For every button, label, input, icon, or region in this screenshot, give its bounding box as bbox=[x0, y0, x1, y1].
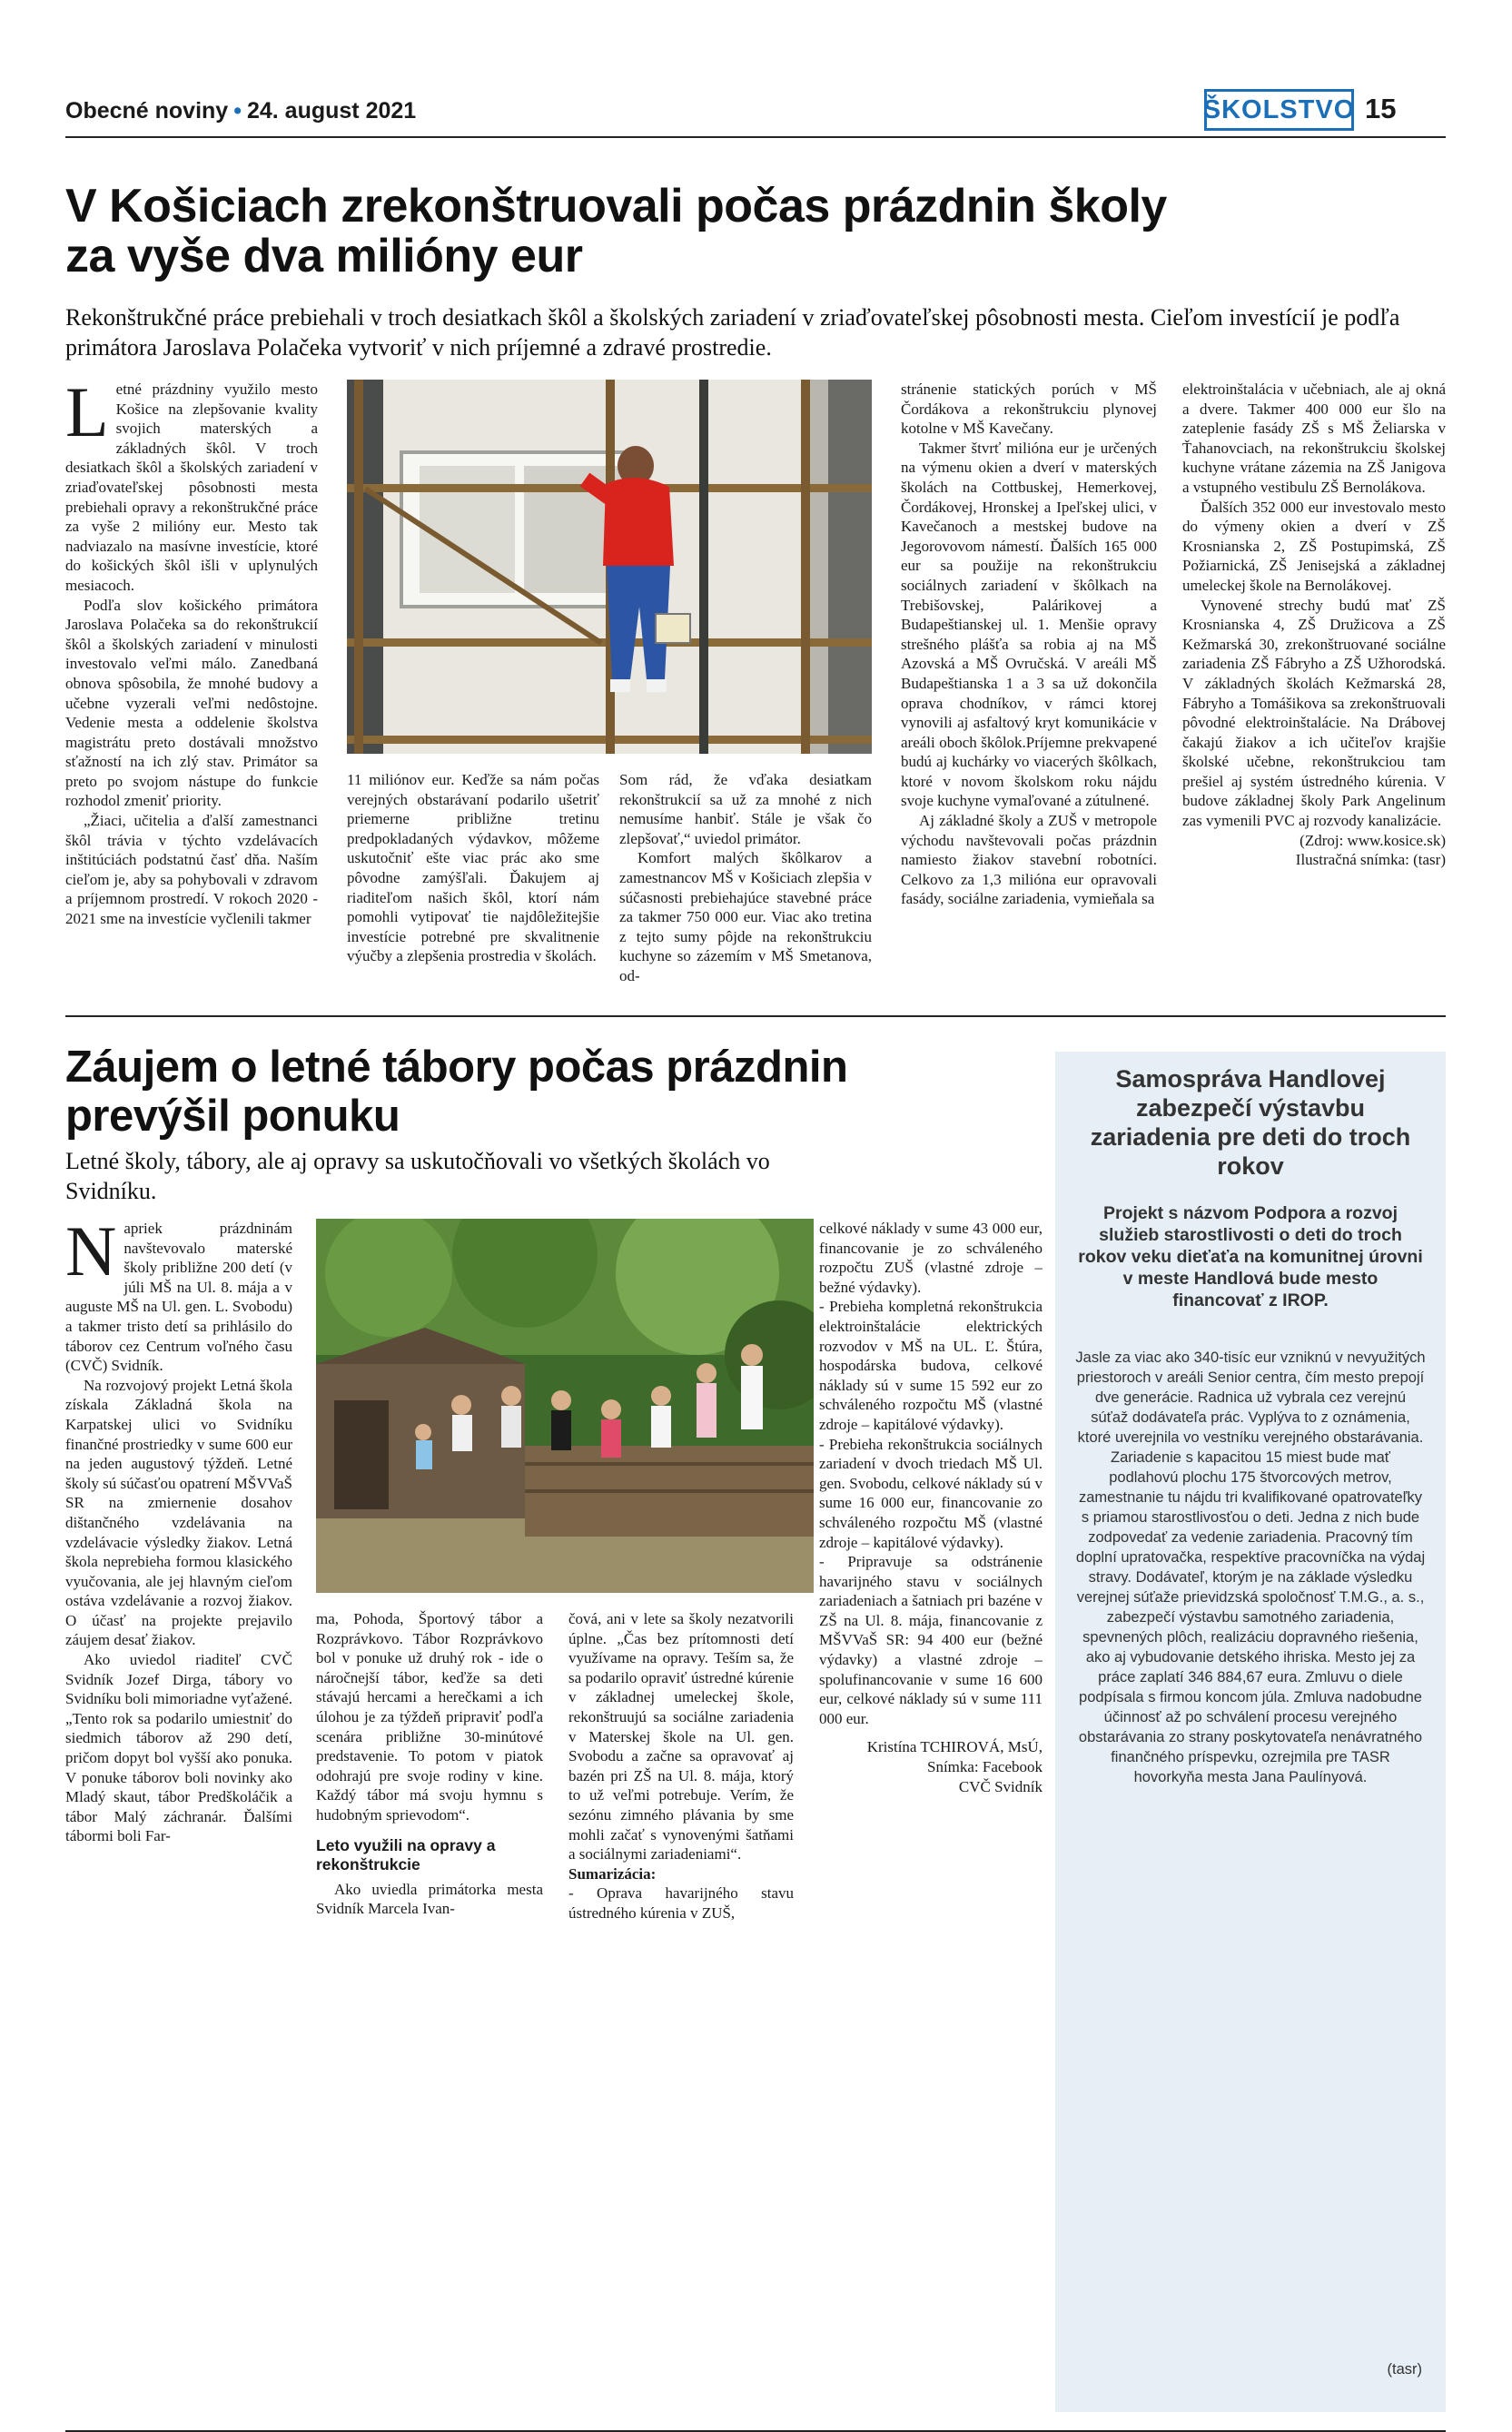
sidebar-credit: (tasr) bbox=[1387, 2361, 1422, 2378]
article2-col3-p3: - Oprava havarijného stavu ústredného kúrenia v ZUŠ, bbox=[568, 1884, 794, 1922]
article1-dropcap: L bbox=[65, 372, 109, 451]
article1-col1-p2: Podľa slov košického primátora Jaroslava Polačeka sa do rekonštrukcií škôl a školských zariadení v minulosti investovalo veľmi málo. Zanedbaná obnova spôsobila, že mnohé budovy a učebne vyzerali veľmi nedôstojne. Vedenie mesta a oddelenie školstva magistrátu preto dostávali množstvo sťažností na ich zlý stav. Primátor sa preto po svojom nástupe do funkcie rozhodol zmeniť priority. bbox=[65, 596, 318, 810]
article2-col1-p3: Ako uviedol riaditeľ CVČ Svidník Jozef Dirga, tábory vo Svidníku boli mimoriadne vyťažené. „Tento rok sa podarilo umiestniť do siedmich táborov až 290 detí, pričom dopyt bol vyšší ako ponuka. V ponuke táborov boli novinky ako Mladý skaut, tábor Predškoláčik a tábor Malý záchranár. Ďalšími tábormi boli Far- bbox=[65, 1651, 292, 1845]
article2-col1-p1: Napriek prázdninám navštevovalo materské školy približne 200 detí (v júli MŠ na Ul. 8. mája a v auguste MŠ na Ul. gen. L. Svobodu) a takmer tristo detí sa prihlásilo do táborov cez Centrum voľného času (CVČ) Svidník. bbox=[65, 1211, 292, 1375]
article2-column-3 bbox=[568, 1609, 794, 1923]
article2-photo-credit-1: Snímka: Facebook bbox=[926, 1758, 1043, 1776]
article1-column-1 bbox=[65, 372, 318, 929]
article1-photo-credit: Ilustračná snímka: (tasr) bbox=[1295, 851, 1446, 869]
article1-col3-p2: Komfort malých škôlkarov a zamestnancov MŠ v Košiciach zlepšia v súčasnosti prebiehajúce stavebné práce za takmer 750 000 eur. Viac ako tretina z tejto sumy pôjde na rekonštrukciu kuchyne so zázemím v MŠ Smetanova, od- bbox=[619, 849, 872, 984]
article1-column-2 bbox=[347, 770, 599, 966]
article1-col4-p3: Aj základné školy a ZUŠ v metropole východu navštevovali počas prázdnin namiesto žiakov stavební robotníci. Celkovo za 1,3 milióna eur opravovali fasády, sociálne zariadenia, vymieňala sa bbox=[901, 812, 1157, 908]
article1-col5-p3: Vynovené strechy budú mať ZŠ Krosnianska 4, ZŠ Družicova a ZŠ Kežmarská 30, zrekonštruované sociálne zariadenia ZŠ Fábryho a ZŠ Užhorodská. V základných školách Kežmarská 28, Fábryho a Tomášikova sa zrekonštruovali pôvodné elektroinštalácie. Na Drábovej čakajú žiakov a ich učiteľov krajšie školské učebne, rekonštrukciou tam prešiel aj systém ústredného kúrenia. V budove základnej školy Park Angelinum zas vymenili PVC aj rozvody kanalizácie. bbox=[1182, 596, 1446, 830]
article1-column-3 bbox=[619, 770, 872, 986]
article1-lead: Rekonštrukčné práce prebiehali v troch desiatkach škôl a školských zariadení v zriaďovateľskej pôsobnosti mesta. Cieľom investícií je podľa primátora Jaroslava Polačeka vytvoriť v nich príjemné a zdravé prostredie. bbox=[65, 304, 1400, 361]
separator-dot: • bbox=[233, 98, 242, 124]
article2-column-1 bbox=[65, 1211, 292, 1846]
article1-title-line1: V Košiciach zrekonštruovali počas prázdnin školy bbox=[65, 180, 1167, 232]
article1-title-line2: za vyše dva milióny eur bbox=[65, 230, 583, 282]
article2-photo-camp bbox=[316, 1219, 814, 1593]
sidebar-body: Jasle za viac ako 340-tisíc eur vzniknú v nevyužitých priestoroch v areáli Senior centra, čím mesto prepojí dve generácie. Radnica už vybrala cez verejnú súťaž dodávateľa prác. Vyplýva to z oznámenia, ktoré uverejnila vo vestníku verejného obstarávania. Zariadenie s kapacitou 15 miest bude mať podlahovú plochu 175 štvorcových metrov, zamestnanie tu nájdu tri kvalifikované opatrovateľky s priamou starostlivosťou o deti. Jedna z nich bude zodpovedať za vedenie zariadenia. Pracovný tím doplní upratovačka, respektíve pracovníčka na výdaj stravy. Dodávateľ, ktorým je na základe výsledku verejnej súťaže prievidzská spoločnosť T.M.G., a. s., zabezpečí výstavbu samotného zariadenia, spevnených plôch, realizáciu dopravného riešenia, ako aj vybudovanie detského ihriska. Mesto jej za práce zaplatí 346 884,67 eura. Zmluvu o diele podpísala s firmou koncom júla. Zmluva nadobudne účinnosť až po schválení procesu verejného obstarávania zo strany poskytovateľa nenávratného finančného príspevku, ozrejmila pre TASR hovorkyňa mesta Jana Paulínyová. bbox=[1075, 1349, 1426, 1785]
footer-rule bbox=[65, 2430, 1446, 2432]
article1-col3-p1: Som rád, že vďaka desiatkam rekonštrukcií sa už za mnohé z nich nemusíme hanbiť. Stále je však čo zlepšovať,“ uviedol primátor. bbox=[619, 771, 872, 847]
article2-col4-p2: - Prebieha kompletná rekonštrukcia elektroinštalácie elektrických rozvodov v MŠ na UL. Ľ. Štúra, hospodárska budova, celkové náklady sú v sume 15 592 eur zo schváleného rozpočtu MŠ (vlastné zdroje – kapitálové výdavky). bbox=[819, 1298, 1043, 1433]
article2-col1-p2: Na rozvojový projekt Letná škola získala Základná škola na Karpatskej ulici vo Svidníku finančné prostriedky v sume 600 eur na jeden augustový týždeň. Letné školy sú súčasťou opatrení MŠVVaŠ SR na zmiernenie dosahov dištančného vzdelávania na vzdelávacie výsledky žiakov. Letná škola neprebieha formou klasického vyučovania, ale jej hlavným cieľom ostáva vzdelávanie a rozvoj žiakov. O účasť na projekte prejavilo záujem desať žiakov. bbox=[65, 1376, 292, 1649]
header-rule bbox=[65, 136, 1446, 138]
article2-lead: Letné školy, tábory, ale aj opravy sa uskutočňovali vo všetkých školách vo Svidníku. bbox=[65, 1148, 770, 1204]
summer-camp-children-illustration bbox=[316, 1219, 814, 1593]
article2-col4-p1: celkové náklady v sume 43 000 eur, financovanie je zo schváleného rozpočtu ZUŠ (vlastné zdroje – bežné výdavky). bbox=[819, 1220, 1043, 1296]
article2-title bbox=[65, 1043, 1037, 1141]
article1-column-4 bbox=[901, 380, 1157, 909]
page-number: 15 bbox=[1365, 93, 1397, 124]
article2-col4-p4: - Pripravuje sa odstránenie havarijného stavu v sociálnych zariadeniach a šatniach pri bazéne v ZŠ na Ul. 8. mája, financovanie z MŠVVaŠ SR: 94 400 eur (bežné výdavky) a vlastné zdroje – spolufinancovanie v sume 16 600 eur, celkové náklady sú v sume 111 000 eur. bbox=[819, 1553, 1043, 1727]
article1-col5-p2: Ďalších 352 000 eur investovalo mesto do výmeny okien a dverí v ZŠ Krosnianska 2, ZŠ Postupimská, ZŠ Požiarnická, ZŠ Jenisejská a základnej umeleckej škole na Bernolákovej. bbox=[1182, 498, 1446, 594]
article-separator-rule bbox=[65, 1015, 1446, 1017]
sidebar-box bbox=[1055, 1052, 1446, 2412]
sidebar-title: Samospráva Handlovej zabezpečí výstavbu zariadenia pre deti do troch rokov bbox=[1090, 1065, 1411, 1180]
article2-column-2 bbox=[316, 1609, 543, 1919]
article2-col3-p1: čová, ani v lete sa školy nezatvorili úplne. „Čas bez prítomnosti detí využívame na opravy. Teším sa, že sa podarilo opraviť ústredné kúrenie v základnej umeleckej škole, rekonštruujú sa sociálne zariadenia v Materskej škole na Ul. gen. Svobodu a začne sa opravovať aj bazén pri ZŠ na Ul. 8. mája, ktorý to už veľmi potrebuje. Verím, že sezónu zimného plávania by sme mohli začať s vynovenými šatňami a sociálnymi zariadeniami“. bbox=[568, 1610, 794, 1864]
sidebar-lead: Projekt s názvom Podpora a rozvoj služieb starostlivosti o deti do troch rokov veku dieťaťa na komunitnej úrovni v meste Handlová bude mesto financovať z IROP. bbox=[1078, 1203, 1423, 1310]
section-tag: ŠKOLSTVO bbox=[1204, 89, 1354, 131]
article2-column-4 bbox=[819, 1219, 1043, 1796]
masthead bbox=[65, 98, 416, 124]
article1-title bbox=[65, 182, 1428, 282]
publication-name: Obecné noviny bbox=[65, 98, 229, 124]
article2-col2-p1: ma, Pohoda, Športový tábor a Rozprávkovo. Tábor Rozprávkovo bol v ponuke už druhý rok - ide o náročnejší tábor, keďže sa deti stávajú hercami a herečkami a ich úlohou je za týždeň pripraviť podľa scenára približne 30-minútové predstavenie. To potom v piatok odohrajú pre svoje rodiny v kine. Každý tábor má svoju hymnu s hudobným sprievodom“. bbox=[316, 1610, 543, 1824]
article1-col1-p3: „Žiaci, učitelia a ďalší zamestnanci škôl trávia v týchto vzdelávacích inštitúciách podstatnú časť dňa. Naším cieľom je, aby sa pohybovali v zdravom a príjemnom prostredí. V rokoch 2020 - 2021 sme na investície vyčlenili takmer bbox=[65, 812, 318, 928]
article2-col4-p3: - Prebieha rekonštrukcia sociálnych zariadení v dvoch triedach MŠ Ul. gen. Svobodu, celkové náklady sú v sume 16 000 eur, financovanie zo schváleného rozpočtu MŠ (vlastné zdroje – kapitálové výdavky). bbox=[819, 1435, 1043, 1551]
article1-col2-p1: 11 miliónov eur. Keďže sa nám počas verejných obstarávaní podarilo ušetriť priemerne približne tretinu predpokladaných výdavkov, môžeme uskutočniť ešte viac prác ako sme pôvodne zamýšľali. Ďakujem aj riaditeľom našich škôl, ktorí nám pomohli vytipovať tie najdôležitejšie investície potrebné pre skvalitnenie výučby a zlepšenia prostredia v školách. bbox=[347, 771, 599, 965]
article2-col2-p2: Ako uviedla primátorka mesta Svidník Marcela Ivan- bbox=[316, 1880, 543, 1918]
article2-summary-label: Sumarizácia: bbox=[568, 1864, 657, 1883]
article2-subhead: Leto využili na opravy a rekonštrukcie bbox=[316, 1835, 496, 1873]
scaffolding-worker-illustration bbox=[347, 380, 872, 754]
article1-col5-p1: elektroinštalácia v učebniach, ale aj okná a dvere. Takmer 400 000 eur šlo na zateplenie fasády ZŠ s MŠ Želiarska v Ťahanovciach, na rekonštrukciu školskej kuchyne vrátane zázemia na ZŠ Janigova a vstupného vestibulu ZŠ Bernolákova. bbox=[1182, 381, 1446, 496]
article1-col4-p2: Takmer štvrť milióna eur je určených na výmenu okien a dverí v materských školách na Cottbuskej, Hemerkovej, Čordákovej, Hronskej a Ipeľskej ulici, v Kavečanoch a mestskej budove na Jegorovovom námestí. Ďalších 165 000 eur sa použije na rekonštrukciu sociálnych zariadení v škôlkach na Trebišovskej, Palárikovej a Budapeštianskej ul. 1. Menšie opravy strešného plášťa sa robia aj na MŠ Azovská a MŠ Ovručská. V areáli MŠ Budapeštianska 1 a 3 sa už dokončila oprava chodníkov, v rámci ktorej vynovili aj asfaltový kryt komunikácie v areáli oboch škôlok.Príjemne prekvapené budú aj kuchárky vo viacerých škôlkach, ktoré v novom školskom roku nájdu svoje kuchyne vymaľované a zútulnené. bbox=[901, 439, 1157, 810]
article2-photo-credit-2: CVČ Svidník bbox=[958, 1777, 1043, 1795]
article1-source: (Zdroj: www.kosice.sk) bbox=[1300, 831, 1446, 849]
article1-col1-p1: Letné prázdniny využilo mesto Košice na zlepšovanie kvality svojich materských a základných škôl. V troch desiatkach škôl a školských zariadení v zriaďovateľskej pôsobnosti mesta prebiehali opravy a rekonštrukčné práce za vyše 2 milióny eur. Mesto tak nadviazalo na masívne investície, ktoré do košických škôl išli v uplynulých mesiacoch. bbox=[65, 372, 318, 594]
article1-photo-scaffolding bbox=[347, 380, 872, 754]
article2-dropcap: N bbox=[65, 1211, 117, 1290]
article1-column-5 bbox=[1182, 380, 1446, 870]
issue-date: 24. august 2021 bbox=[246, 98, 417, 124]
article2-author: Kristína TCHIROVÁ, MsÚ, bbox=[866, 1738, 1043, 1756]
article1-col4-p1: stránenie statických porúch v MŠ Čordákova a rekonštrukciu plynovej kotolne v MŠ Kavečany. bbox=[901, 381, 1157, 438]
article2-title-line1: Záujem o letné tábory počas prázdnin bbox=[65, 1043, 848, 1092]
article2-title-line2: prevýšil ponuku bbox=[65, 1092, 400, 1141]
